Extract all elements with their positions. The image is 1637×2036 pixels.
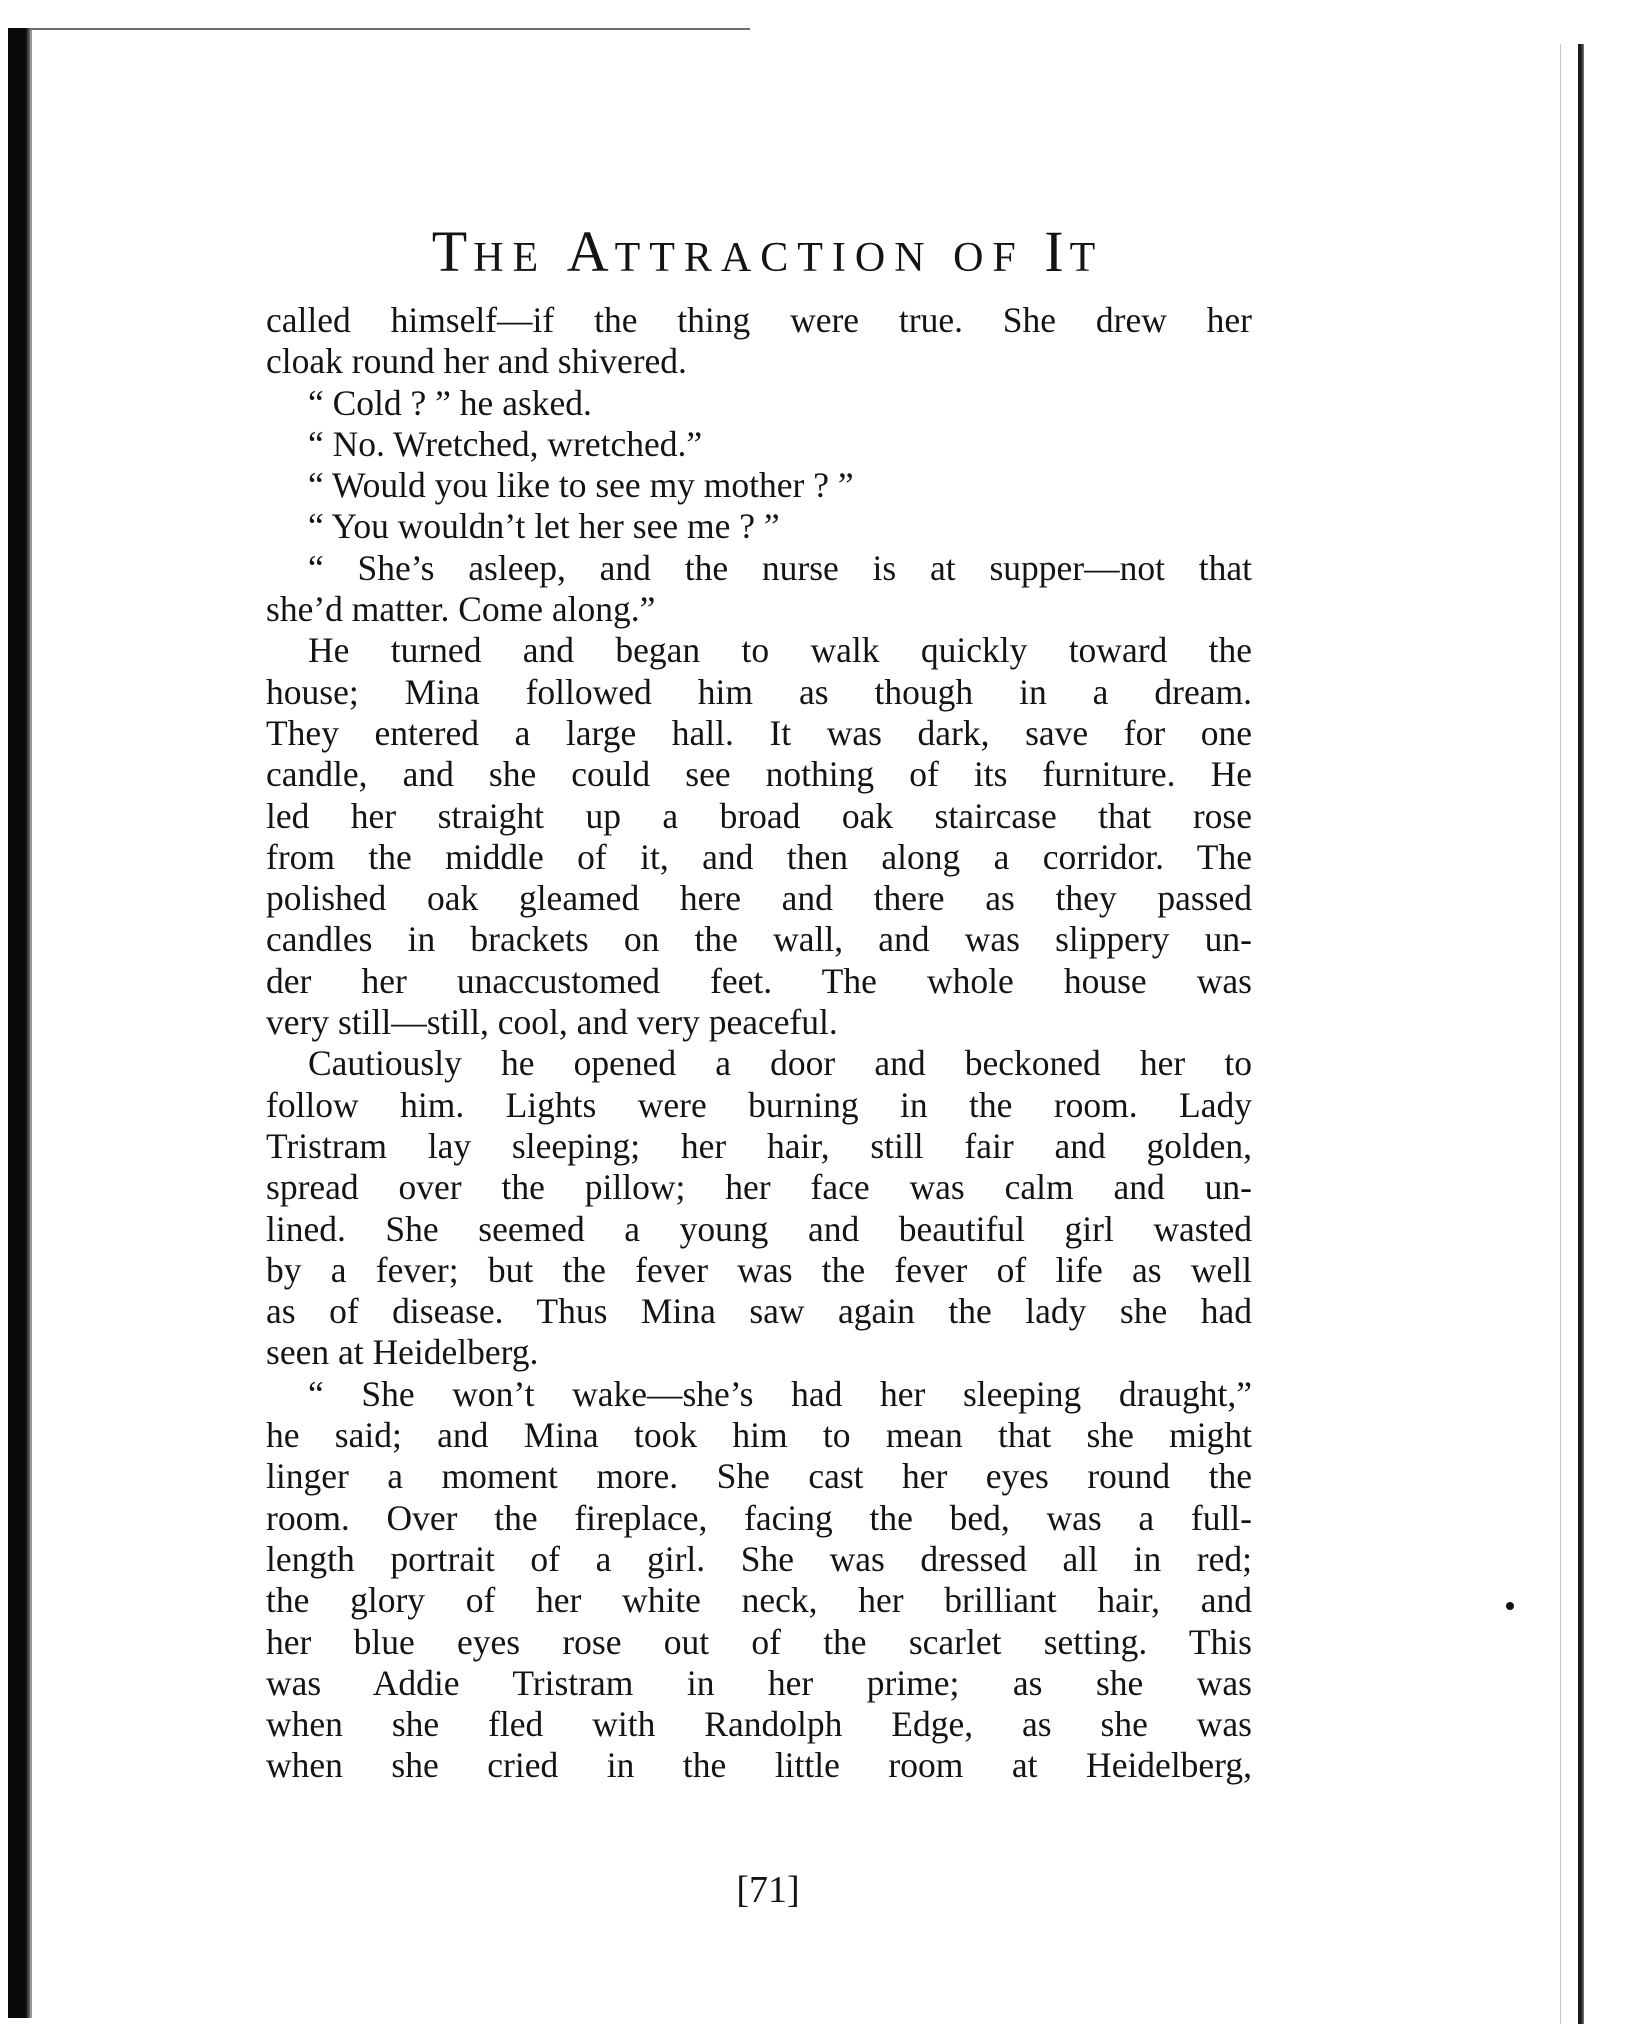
page-edge-line-right-thin [1560,44,1561,2024]
text-line: candle, and she could see nothing of its furniture. He [266,754,1252,795]
text-line: linger a moment more. She cast her eyes round the [266,1456,1252,1497]
text-line: the glory of her white neck, her brilliant hair, and [266,1580,1252,1621]
page-edge-line-right [1578,44,1584,2024]
text-line: as of disease. Thus Mina saw again the lady she had [266,1291,1252,1332]
text-line: lined. She seemed a young and beautiful girl wasted [266,1208,1252,1249]
text-line: seen at Heidelberg. [266,1332,539,1373]
text-line: der her unaccustomed feet. The whole house was [266,960,1252,1001]
text-line: length portrait of a girl. She was dressed all in red; [266,1538,1252,1579]
text-line: called himself—if the thing were true. She drew her [266,300,1252,340]
text-line: Cautiously he opened a door and beckoned her to [308,1043,1252,1084]
text-line: house; Mina followed him as though in a dream. [266,671,1252,712]
text-line: he said; and Mina took him to mean that she might [266,1415,1252,1456]
text-line: spread over the pillow; her face was calm and un- [266,1167,1252,1208]
text-line: He turned and began to walk quickly toward the [308,630,1252,671]
text-line: when she fled with Randolph Edge, as she was [266,1704,1252,1745]
page-number: [71] [736,1869,800,1911]
text-line: They entered a large hall. It was dark, save for one [266,712,1252,753]
text-line: room. Over the fireplace, facing the bed, was a full- [266,1497,1252,1538]
text-line: her blue eyes rose out of the scarlet setting. This [266,1621,1252,1662]
running-head-initial-t: T [431,219,474,284]
page-edge-shadow-left [8,28,30,2018]
text-line: “ She won’t wake—she’s had her sleeping draught,” [308,1373,1252,1414]
text-line: by a fever; but the fever was the fever of life as well [266,1249,1252,1290]
text-line: she’d matter. Come along.” [266,589,656,630]
text-line: was Addie Tristram in her prime; as she was [266,1662,1252,1703]
text-line: polished oak gleamed here and there as they passed [266,878,1252,919]
page-edge-line-top [30,28,750,30]
text-line: “ You wouldn’t let her see me ? ” [308,506,780,547]
text-line: “ Would you like to see my mother ? ” [308,465,854,506]
running-head: THE ATTRACTION OF IT [431,219,1105,284]
text-line: when she cried in the little room at Heidelberg, [266,1745,1252,1786]
text-line: “ Cold ? ” he asked. [308,382,592,423]
text-line: very still—still, cool, and very peaceful. [266,1002,838,1043]
ink-speck [1506,1602,1514,1610]
body-text [266,300,1252,1787]
text-line: candles in brackets on the wall, and was slippery un- [266,919,1252,960]
text-line: cloak round her and shivered. [266,341,687,382]
text-line: “ She’s asleep, and the nurse is at supper—not that [308,547,1252,588]
text-line: led her straight up a broad oak staircase that rose [266,795,1252,836]
text-line: Tristram lay sleeping; her hair, still fair and golden, [266,1125,1252,1166]
text-line: from the middle of it, and then along a corridor. The [266,836,1252,877]
text-line: follow him. Lights were burning in the room. Lady [266,1084,1252,1125]
text-line: “ No. Wretched, wretched.” [308,423,703,464]
